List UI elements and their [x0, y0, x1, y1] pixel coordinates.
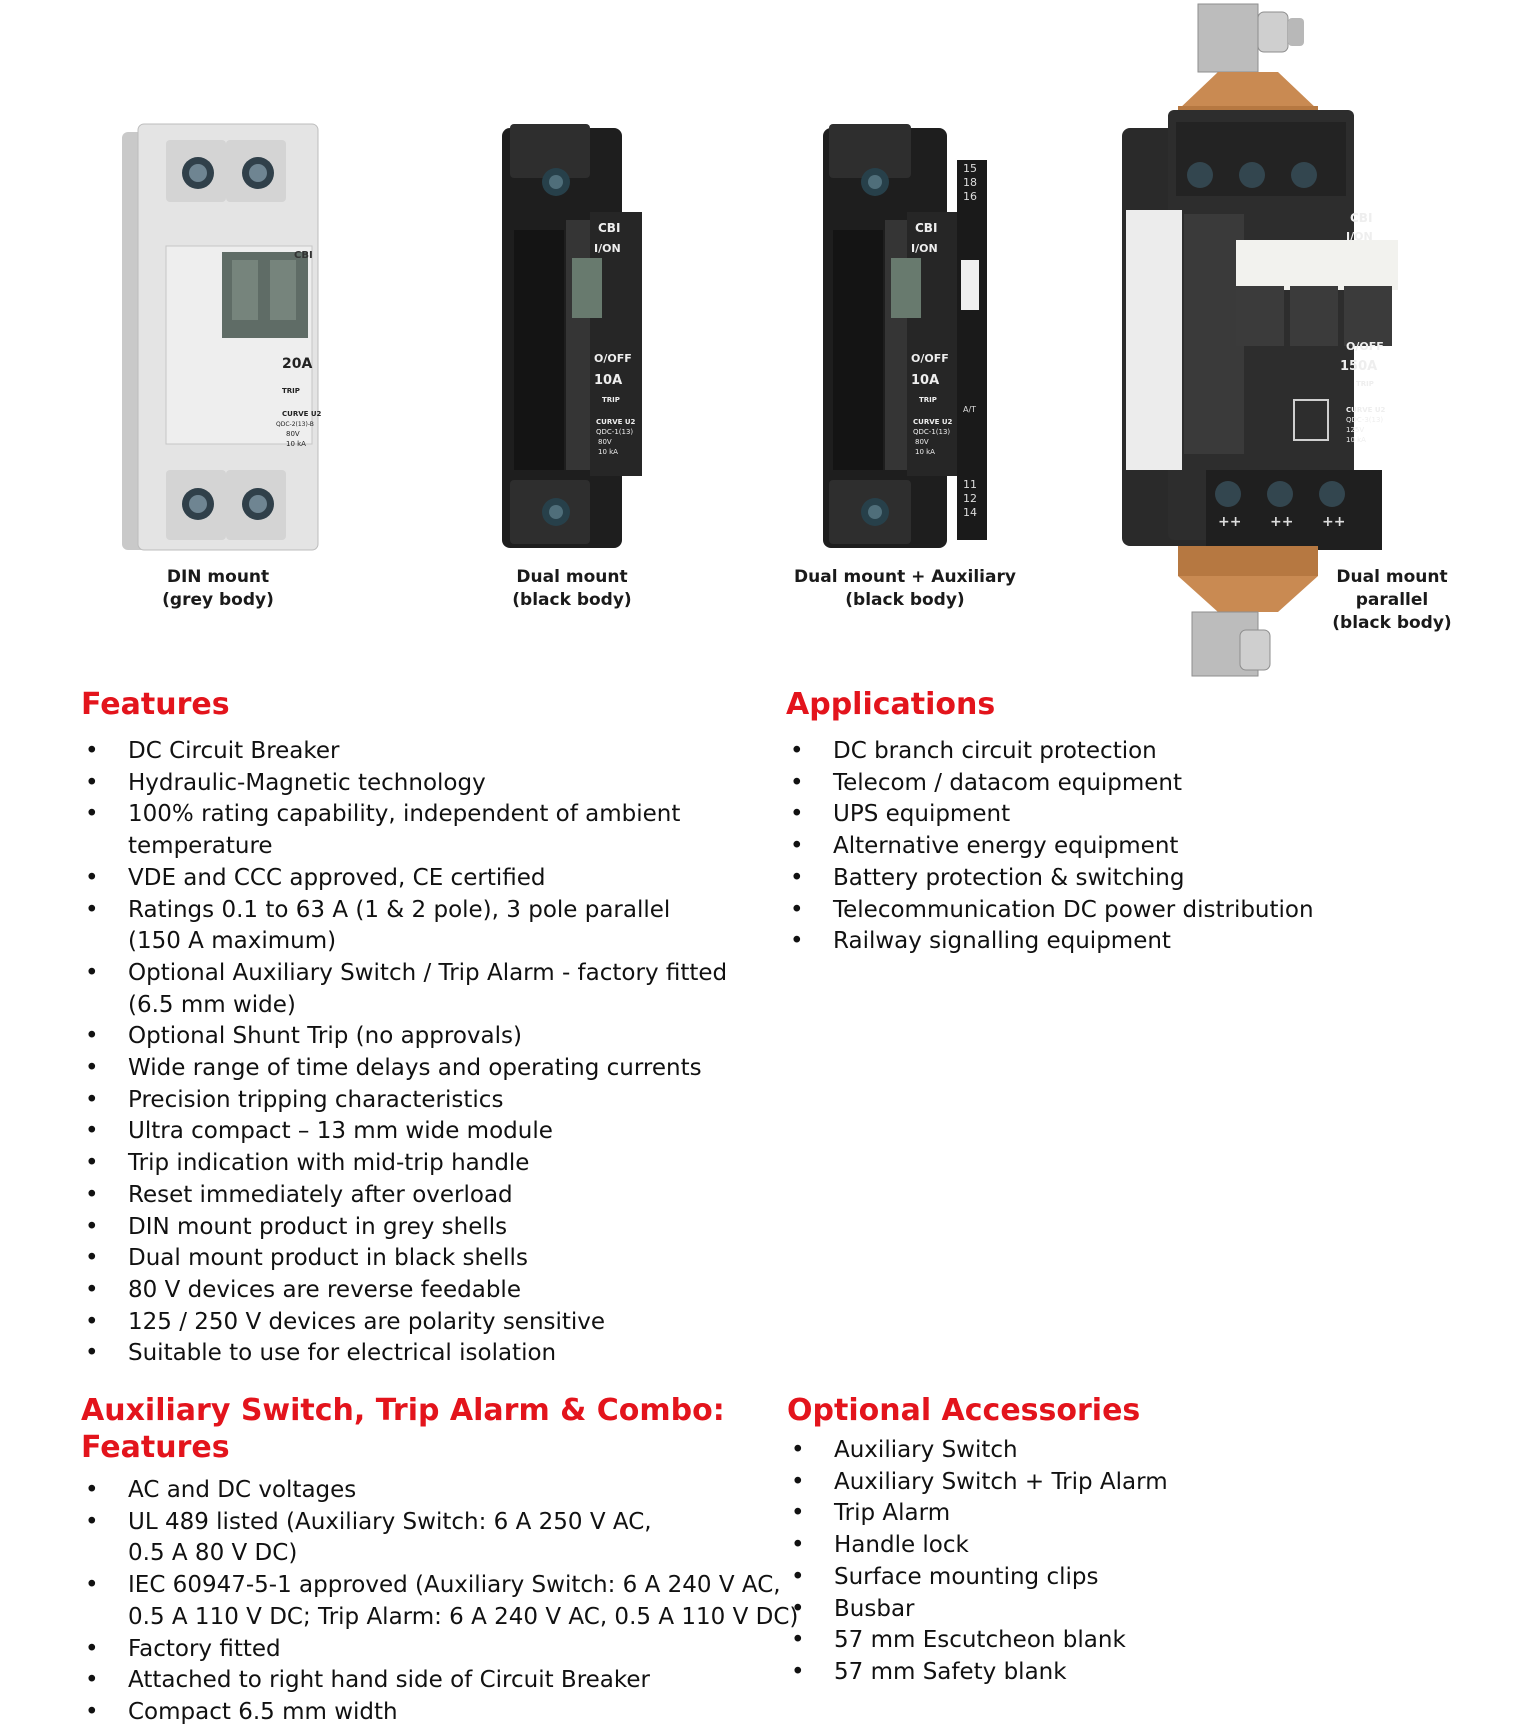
list-item: [81, 1475, 801, 1507]
list-item: [787, 1435, 1437, 1467]
list-item-text: • Precision tripping characteristics: [128, 1086, 504, 1113]
svg-text:O/OFF: O/OFF: [1346, 340, 1384, 353]
list-item: [786, 926, 1436, 958]
din-mount-caption: [118, 566, 318, 612]
list-item: [81, 1180, 781, 1212]
list-item: [81, 1697, 801, 1729]
accessories-heading: [787, 1392, 1140, 1429]
list-item: [787, 1594, 1437, 1626]
list-item: [81, 799, 781, 862]
list-item-text: • Optional Shunt Trip (no approvals): [128, 1023, 522, 1050]
svg-text:CURVE U2: CURVE U2: [913, 418, 953, 426]
list-item-text: 0.5 A 110 V DC; Trip Alarm: 6 A 240 V AC, 0.5 A 110 V DC): [128, 1603, 799, 1630]
features-list: [81, 736, 781, 1370]
svg-text:11: 11: [963, 478, 977, 491]
list-item: [81, 863, 781, 895]
list-item: [787, 1467, 1437, 1499]
list-item-text: (6.5 mm wide): [128, 991, 296, 1018]
dual-mount-breaker-image: [490, 120, 650, 560]
list-item-text: • UPS equipment: [833, 801, 1011, 828]
svg-text:15: 15: [963, 162, 977, 175]
svg-text:18: 18: [963, 176, 977, 189]
caption-line: Dual mount: [516, 567, 628, 587]
dual-mount-auxiliary-breaker-image: [815, 120, 995, 560]
list-item: [81, 1570, 801, 1633]
list-item: [81, 768, 781, 800]
svg-text:QDC-2(13)-B: QDC-2(13)-B: [276, 421, 314, 428]
svg-text:80V: 80V: [286, 430, 300, 438]
svg-text:10 kA: 10 kA: [286, 440, 306, 448]
list-item-text: • Suitable to use for electrical isolation: [128, 1340, 557, 1367]
list-item-text: • VDE and CCC approved, CE certified: [128, 864, 546, 891]
list-item: [81, 1307, 781, 1339]
list-item-text: • Telecommunication DC power distribution: [833, 896, 1314, 923]
list-item: [81, 958, 781, 1021]
svg-text:CBI: CBI: [1350, 211, 1373, 225]
svg-text:QDC-1(13): QDC-1(13): [596, 428, 634, 436]
svg-text:CBI: CBI: [294, 250, 313, 261]
svg-text:I/ON: I/ON: [594, 242, 621, 255]
svg-text:10A: 10A: [594, 373, 623, 388]
svg-text:16: 16: [963, 190, 977, 203]
caption-line: Dual mount + Auxiliary: [794, 567, 1016, 587]
list-item-text: • AC and DC voltages: [128, 1477, 357, 1503]
svg-text:QDC-3(13): QDC-3(13): [1346, 416, 1384, 424]
applications-title: Applications: [786, 687, 996, 722]
list-item: [786, 895, 1436, 927]
list-item: [81, 1665, 801, 1697]
caption-line: parallel: [1355, 590, 1429, 610]
svg-text:10 kA: 10 kA: [915, 448, 935, 456]
list-item-text: (150 A maximum): [128, 928, 337, 955]
list-item: [81, 736, 781, 768]
svg-text:O/OFF: O/OFF: [911, 352, 949, 365]
svg-text:10A: 10A: [911, 373, 940, 388]
list-item-text: • Ratings 0.1 to 63 A (1 & 2 pole), 3 pole parallel: [128, 896, 671, 923]
list-item-text: • Surface mounting clips: [834, 1563, 1099, 1590]
aux-features-title-line2: Features: [81, 1430, 230, 1465]
svg-text:I/ON: I/ON: [911, 242, 938, 255]
list-item-text: • Compact 6.5 mm width: [128, 1698, 398, 1725]
list-item-text: • 80 V devices are reverse feedable: [128, 1276, 521, 1303]
list-item-text: • UL 489 listed (Auxiliary Switch: 6 A 250 V AC,: [128, 1508, 652, 1535]
svg-text:TRIP: TRIP: [1356, 380, 1374, 388]
list-item: [81, 1212, 781, 1244]
list-item-text: • IEC 60947-5-1 approved (Auxiliary Switch: 6 A 240 V AC,: [128, 1572, 781, 1599]
list-item-text: • 100% rating capability, independent of ambient temperature: [128, 801, 681, 860]
svg-text:++: ++: [1270, 514, 1294, 530]
list-item-text: • Hydraulic-Magnetic technology: [128, 769, 486, 796]
list-item-text: • Wide range of time delays and operating currents: [128, 1055, 702, 1082]
list-item: [786, 831, 1436, 863]
features-title: Features: [81, 687, 230, 722]
list-item-text: • Auxiliary Switch + Trip Alarm: [834, 1468, 1168, 1495]
list-item-text: • Railway signalling equipment: [833, 928, 1171, 955]
list-item-text: • Reset immediately after overload: [128, 1181, 513, 1208]
svg-text:12: 12: [963, 492, 977, 505]
svg-text:CURVE U2: CURVE U2: [1346, 406, 1386, 414]
list-item-text: • 125 / 250 V devices are polarity sensitive: [128, 1308, 606, 1335]
list-item-text: • 57 mm Safety blank: [834, 1658, 1067, 1685]
list-item-text: • DC branch circuit protection: [833, 738, 1157, 764]
list-item: [81, 1338, 781, 1370]
svg-text:150A: 150A: [1340, 359, 1378, 374]
list-item: [81, 895, 781, 958]
svg-text:A/T: A/T: [963, 405, 977, 414]
svg-text:10 kA: 10 kA: [598, 448, 618, 456]
list-item: [786, 768, 1436, 800]
svg-text:CBI: CBI: [915, 221, 938, 235]
list-item: [787, 1625, 1437, 1657]
list-item: [81, 1634, 801, 1666]
list-item-text: • Dual mount product in black shells: [128, 1245, 528, 1272]
list-item: [81, 1275, 781, 1307]
aux-features-title-line1: Auxiliary Switch, Trip Alarm & Combo:: [81, 1393, 725, 1428]
applications-heading: [786, 686, 995, 723]
svg-text:10 kA: 10 kA: [1346, 436, 1366, 444]
svg-text:O/OFF: O/OFF: [594, 352, 632, 365]
list-item: [81, 1148, 781, 1180]
caption-line: (grey body): [162, 590, 274, 610]
caption-line: (black body): [512, 590, 632, 610]
list-item: [787, 1498, 1437, 1530]
svg-text:CBI: CBI: [598, 221, 621, 235]
list-item-text: • Optional Auxiliary Switch / Trip Alarm - factory fitted: [128, 959, 728, 986]
svg-text:TRIP: TRIP: [282, 387, 300, 395]
aux-features-list: [81, 1475, 801, 1729]
caption-line: Dual mount: [1336, 567, 1448, 587]
list-item: [81, 1021, 781, 1053]
applications-list: [786, 736, 1436, 958]
caption-line: (black body): [845, 590, 965, 610]
list-item-text: • Factory fitted: [128, 1635, 281, 1662]
list-item: [81, 1243, 781, 1275]
list-item: [81, 1085, 781, 1117]
accessories-list: [787, 1435, 1437, 1689]
svg-text:TRIP: TRIP: [919, 396, 937, 404]
svg-text:CURVE U2: CURVE U2: [282, 410, 322, 418]
list-item: [81, 1053, 781, 1085]
list-item: [81, 1507, 801, 1570]
dual-mount-caption: [472, 566, 672, 612]
caption-line: DIN mount: [166, 567, 270, 587]
list-item-text: 0.5 A 80 V DC): [128, 1540, 298, 1567]
din-rating: 20A: [282, 356, 313, 372]
list-item-text: • Telecom / datacom equipment: [833, 769, 1183, 796]
list-item-text: • Attached to right hand side of Circuit Breaker: [128, 1667, 650, 1694]
list-item-text: • Alternative energy equipment: [833, 833, 1179, 860]
list-item-text: • Busbar: [834, 1595, 915, 1622]
features-heading: [81, 686, 230, 723]
list-item: [786, 863, 1436, 895]
svg-text:QDC-1(13): QDC-1(13): [913, 428, 951, 436]
list-item-text: • Trip indication with mid-trip handle: [128, 1150, 530, 1177]
list-item: [786, 736, 1436, 768]
svg-text:14: 14: [963, 506, 977, 519]
list-item-text: • 57 mm Escutcheon blank: [834, 1627, 1126, 1654]
svg-text:++: ++: [1322, 514, 1346, 530]
list-item: [786, 799, 1436, 831]
svg-text:80V: 80V: [915, 438, 929, 446]
svg-text:++: ++: [1218, 514, 1242, 530]
svg-text:80V: 80V: [598, 438, 612, 446]
din-mount-breaker-image: [118, 118, 338, 558]
svg-text:125V: 125V: [1346, 426, 1365, 434]
svg-text:I/ON: I/ON: [1346, 230, 1373, 243]
svg-text:CURVE U2: CURVE U2: [596, 418, 636, 426]
dual-mount-parallel-caption: [1292, 566, 1492, 635]
list-item-text: • Auxiliary Switch: [834, 1437, 1018, 1463]
list-item-text: • Ultra compact – 13 mm wide module: [128, 1118, 553, 1145]
list-item: [787, 1530, 1437, 1562]
accessories-title: Optional Accessories: [787, 1393, 1141, 1428]
svg-text:TRIP: TRIP: [602, 396, 620, 404]
list-item-text: • Trip Alarm: [834, 1500, 951, 1527]
dual-mount-auxiliary-caption: [780, 566, 1030, 612]
list-item: [787, 1562, 1437, 1594]
caption-line: (black body): [1332, 613, 1452, 633]
list-item-text: • Handle lock: [834, 1532, 969, 1559]
list-item: [81, 1116, 781, 1148]
list-item: [787, 1657, 1437, 1689]
list-item-text: • DIN mount product in grey shells: [128, 1213, 508, 1240]
list-item-text: • DC Circuit Breaker: [128, 738, 340, 764]
list-item-text: • Battery protection & switching: [833, 864, 1185, 891]
aux-features-heading: [81, 1392, 725, 1466]
